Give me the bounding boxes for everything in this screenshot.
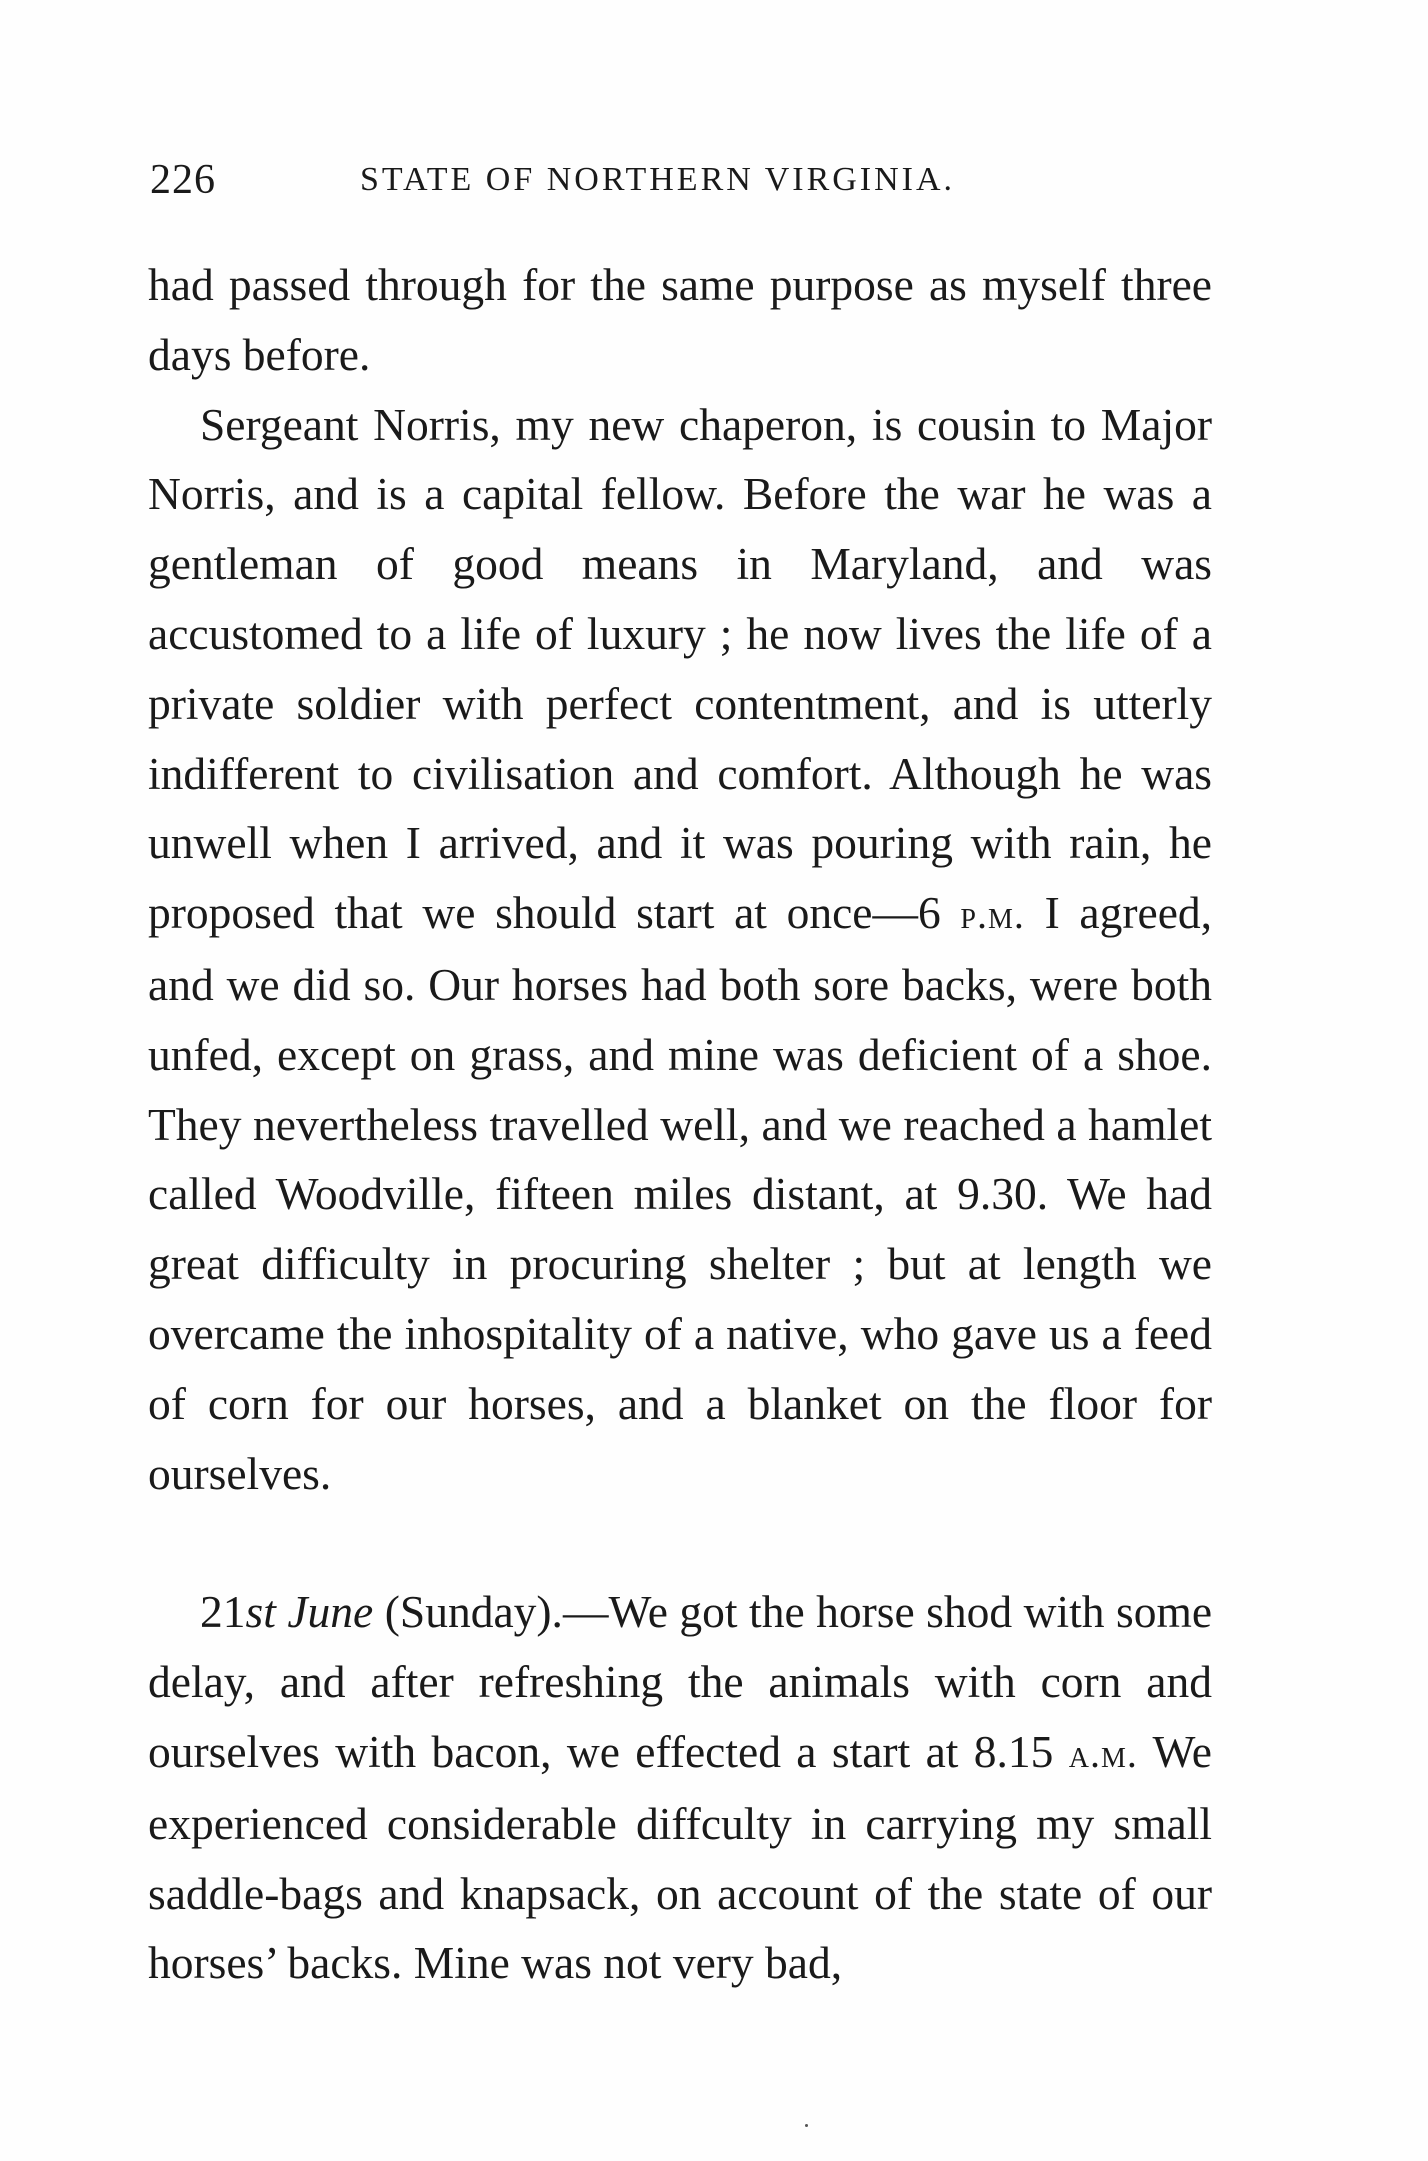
paragraph-text: had passed through for the same purpose as myself three days before.: [148, 259, 1212, 380]
entry-date-number: 21: [200, 1586, 246, 1638]
paragraph-sergeant-norris: [148, 390, 1212, 1509]
paper-speck: [805, 2124, 808, 2127]
paragraph-text: I agreed, and we did so. Our horses had both sore backs, were both unfed, except on grass, and mine was deficient of a shoe. They nevertheless travelled well, and we reached a hamlet called Woodville, fifteen miles distant, at 9.30. We had great difficulty in procuring shelter ; but at length we overcame the inhospitality of a native, who gave us a feed of corn for our horses, and a blanket on the floor for ourselves.: [148, 887, 1213, 1499]
diary-entry-21st-june: [148, 1577, 1212, 1998]
entry-date-suffix: st: [245, 1586, 276, 1638]
body-text: [148, 250, 1212, 1998]
entry-date-month: June: [287, 1586, 374, 1638]
paragraph-text: —We got the horse shod with some delay, and after refreshing the animals with corn and ourselves with bacon, we effected a start at 8.15: [148, 1586, 1213, 1777]
running-title: STATE OF NORTHERN VIRGINIA.: [360, 161, 956, 198]
paragraph-continuation: [148, 250, 1212, 390]
entry-date-day: (Sunday).: [384, 1586, 563, 1638]
time-abbreviation-am: a.m.: [1068, 1730, 1138, 1776]
page-header: [150, 150, 1212, 210]
page-number: 226: [150, 157, 216, 203]
paragraph-text: Sergeant Norris, my new chaperon, is cousin to Major Norris, and is a capital fellow. Before the war he was a gentleman of good means in Maryland, and was accustomed to a life of luxury ; he now lives the life of a private soldier with perfect contentment, and is utterly indifferent to civilisation and comfort. Although he was unwell when I arrived, and it was pouring with rain, he proposed that we should start at once—6: [148, 398, 1212, 939]
paragraph-text: We experienced considerable diffculty in carrying my small saddle-bags and knapsack, on account of the state of our horses’ backs. Mine was not very bad,: [148, 1725, 1212, 1989]
time-abbreviation-pm: p.m.: [960, 892, 1025, 938]
